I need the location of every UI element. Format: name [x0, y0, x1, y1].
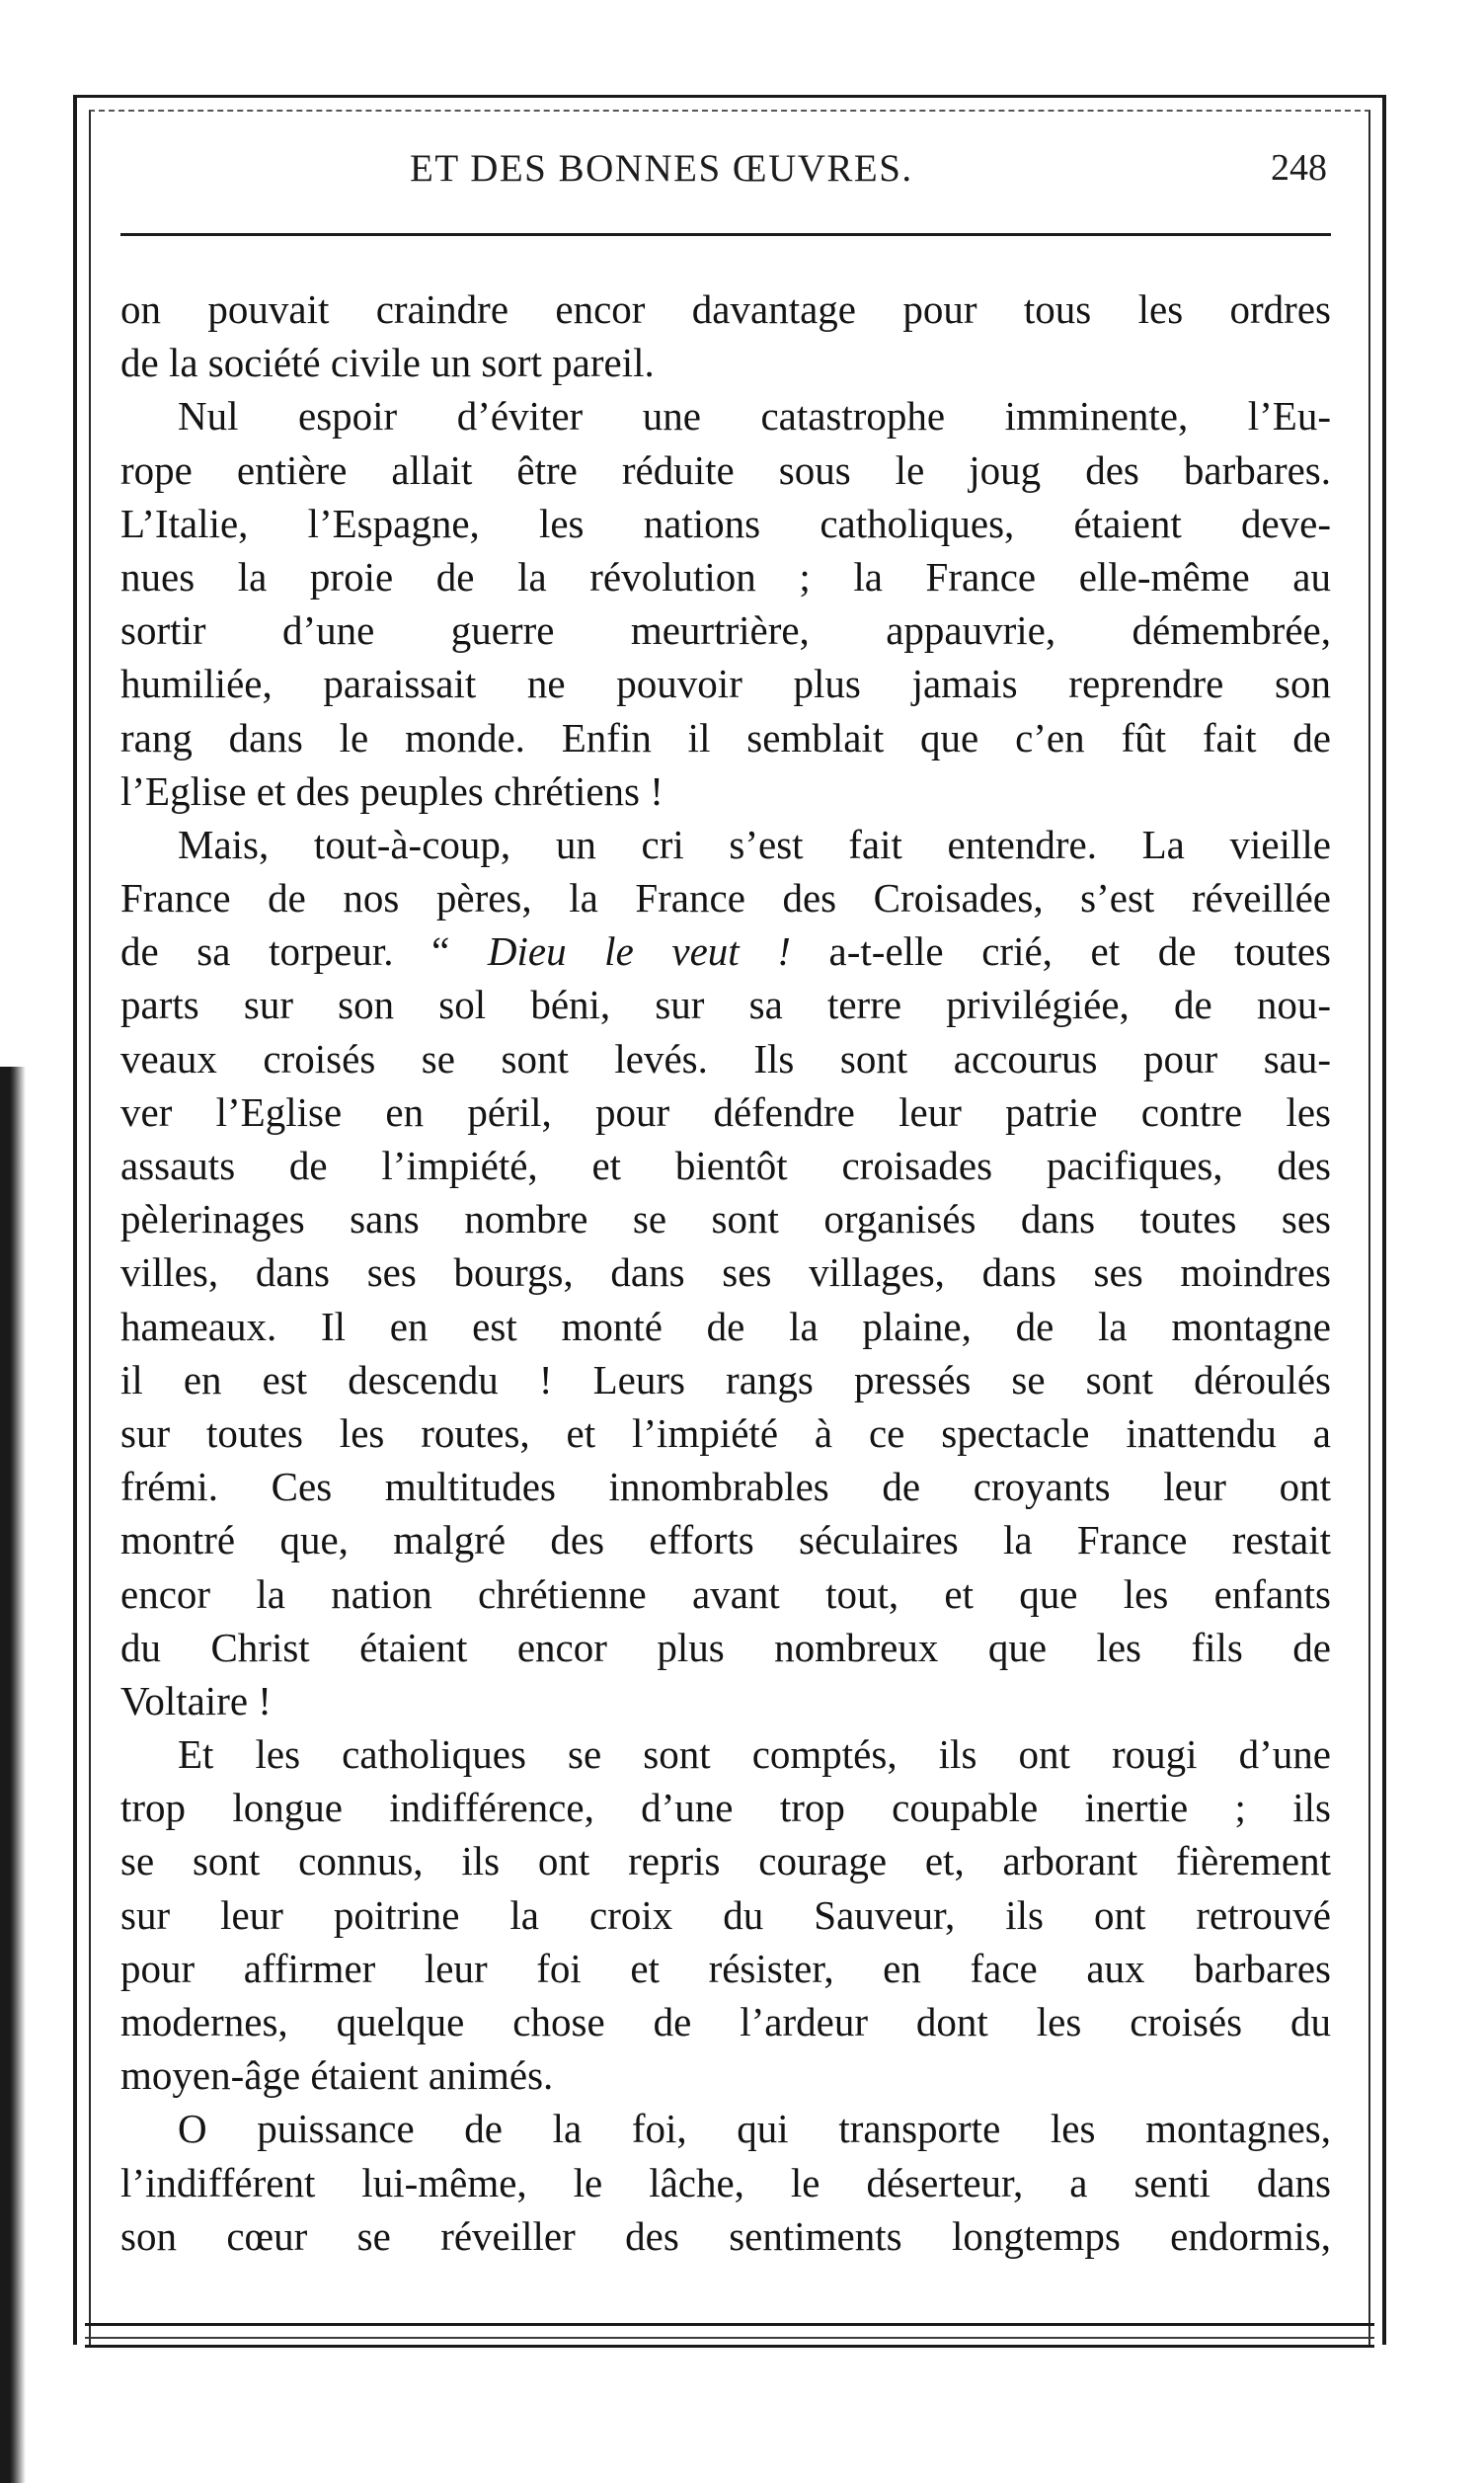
text-line: France de nos pères, la France des Croisades, s’est réveillée — [120, 875, 1331, 921]
text-line: sur leur poitrine la croix du Sauveur, ils ont retrouvé — [120, 1891, 1331, 1938]
text-line: O puissance de la foi, qui transporte les montagnes, — [178, 2106, 1331, 2152]
text-line: L’Italie, l’Espagne, les nations catholiques, étaient deve- — [120, 500, 1331, 546]
text-line: villes, dans ses bourgs, dans ses villages, dans ses moindres — [120, 1249, 1331, 1296]
bottom-rule — [85, 2345, 1374, 2348]
text-line: parts sur son sol béni, sur sa terre privilégiée, de nou- — [120, 982, 1331, 1028]
bottom-rule — [85, 2323, 1374, 2326]
page-number: 248 — [1271, 147, 1327, 189]
text-line: montré que, malgré des efforts séculaires la France restait — [120, 1517, 1331, 1563]
text-line: veaux croisés se sont levés. Ils sont accourus pour sau- — [120, 1035, 1331, 1081]
paragraph — [120, 818, 1331, 1727]
text-line: humiliée, paraissait ne pouvoir plus jamais reprendre son — [120, 661, 1331, 707]
paragraph — [120, 389, 1331, 818]
text-line: il en est descendu ! Leurs rangs pressés se sont déroulés — [120, 1356, 1331, 1402]
text-line: rang dans le monde. Enfin il semblait que c’en fût fait de — [120, 714, 1331, 761]
text-line: se sont connus, ils ont repris courage et, arborant fièrement — [120, 1838, 1331, 1884]
text-line: nues la proie de la révolution ; la France elle-même au — [120, 553, 1331, 600]
text-line: assauts de l’impiété, et bientôt croisades pacifiques, des — [120, 1143, 1331, 1188]
text-line: encor la nation chrétienne avant tout, et que les enfants — [120, 1570, 1331, 1617]
body-text — [120, 282, 1331, 2263]
text-line: Voltaire ! — [120, 1677, 272, 1723]
paragraph — [120, 282, 1331, 389]
text-line: l’Eglise et des peuples chrétiens ! — [120, 767, 664, 814]
scan-margin-shadow — [0, 1067, 26, 2483]
text-line: de la société civile un sort pareil. — [120, 340, 655, 386]
text-line: Nul espoir d’éviter une catastrophe imminente, l’Eu- — [178, 393, 1331, 440]
bottom-rule — [85, 2337, 1374, 2339]
text-line: pèlerinages sans nombre se sont organisés dans toutes ses — [120, 1196, 1331, 1242]
text-line: frémi. Ces multitudes innombrables de croyants leur ont — [120, 1464, 1331, 1510]
text-line: du Christ étaient encor plus nombreux que les fils de — [120, 1624, 1331, 1670]
text-line: on pouvait craindre encor davantage pour tous les ordres — [120, 286, 1331, 332]
running-title: ET DES BONNES ŒUVRES. — [410, 147, 913, 190]
text-line: sur toutes les routes, et l’impiété à ce spectacle inattendu a — [120, 1409, 1331, 1456]
paragraph — [120, 1727, 1331, 2102]
text-line: son cœur se réveiller des sentiments longtemps endormis, — [120, 2212, 1331, 2259]
text-line: modernes, quelque chose de l’ardeur dont les croisés du — [120, 1999, 1331, 2044]
text-line: Et les catholiques se sont comptés, ils ont rougi d’une — [178, 1731, 1331, 1778]
header-rule — [120, 233, 1331, 236]
running-head — [118, 146, 1333, 196]
text-line: de sa torpeur. “ Dieu le veut ! a-t-elle crié, et de toutes — [120, 928, 1331, 975]
text-line: trop longue indifférence, d’une trop coupable inertie ; ils — [120, 1785, 1331, 1831]
paragraph — [120, 2102, 1331, 2263]
italic-quote: Dieu le veut ! — [487, 928, 791, 975]
text-line: moyen-âge étaient animés. — [120, 2052, 554, 2099]
text-line: rope entière allait être réduite sous le joug des barbares. — [120, 446, 1331, 493]
text-line: l’indifférent lui-même, le lâche, le déserteur, a senti dans — [120, 2159, 1331, 2205]
text-line: ver l’Eglise en péril, pour défendre leur patrie contre les — [120, 1088, 1331, 1135]
text-line: hameaux. Il en est monté de la plaine, de la montagne — [120, 1303, 1331, 1349]
text-line: sortir d’une guerre meurtrière, appauvrie, démembrée, — [120, 607, 1331, 654]
text-line: Mais, tout-à-coup, un cri s’est fait entendre. La vieille — [178, 821, 1331, 867]
text-line: pour affirmer leur foi et résister, en face aux barbares — [120, 1945, 1331, 1991]
